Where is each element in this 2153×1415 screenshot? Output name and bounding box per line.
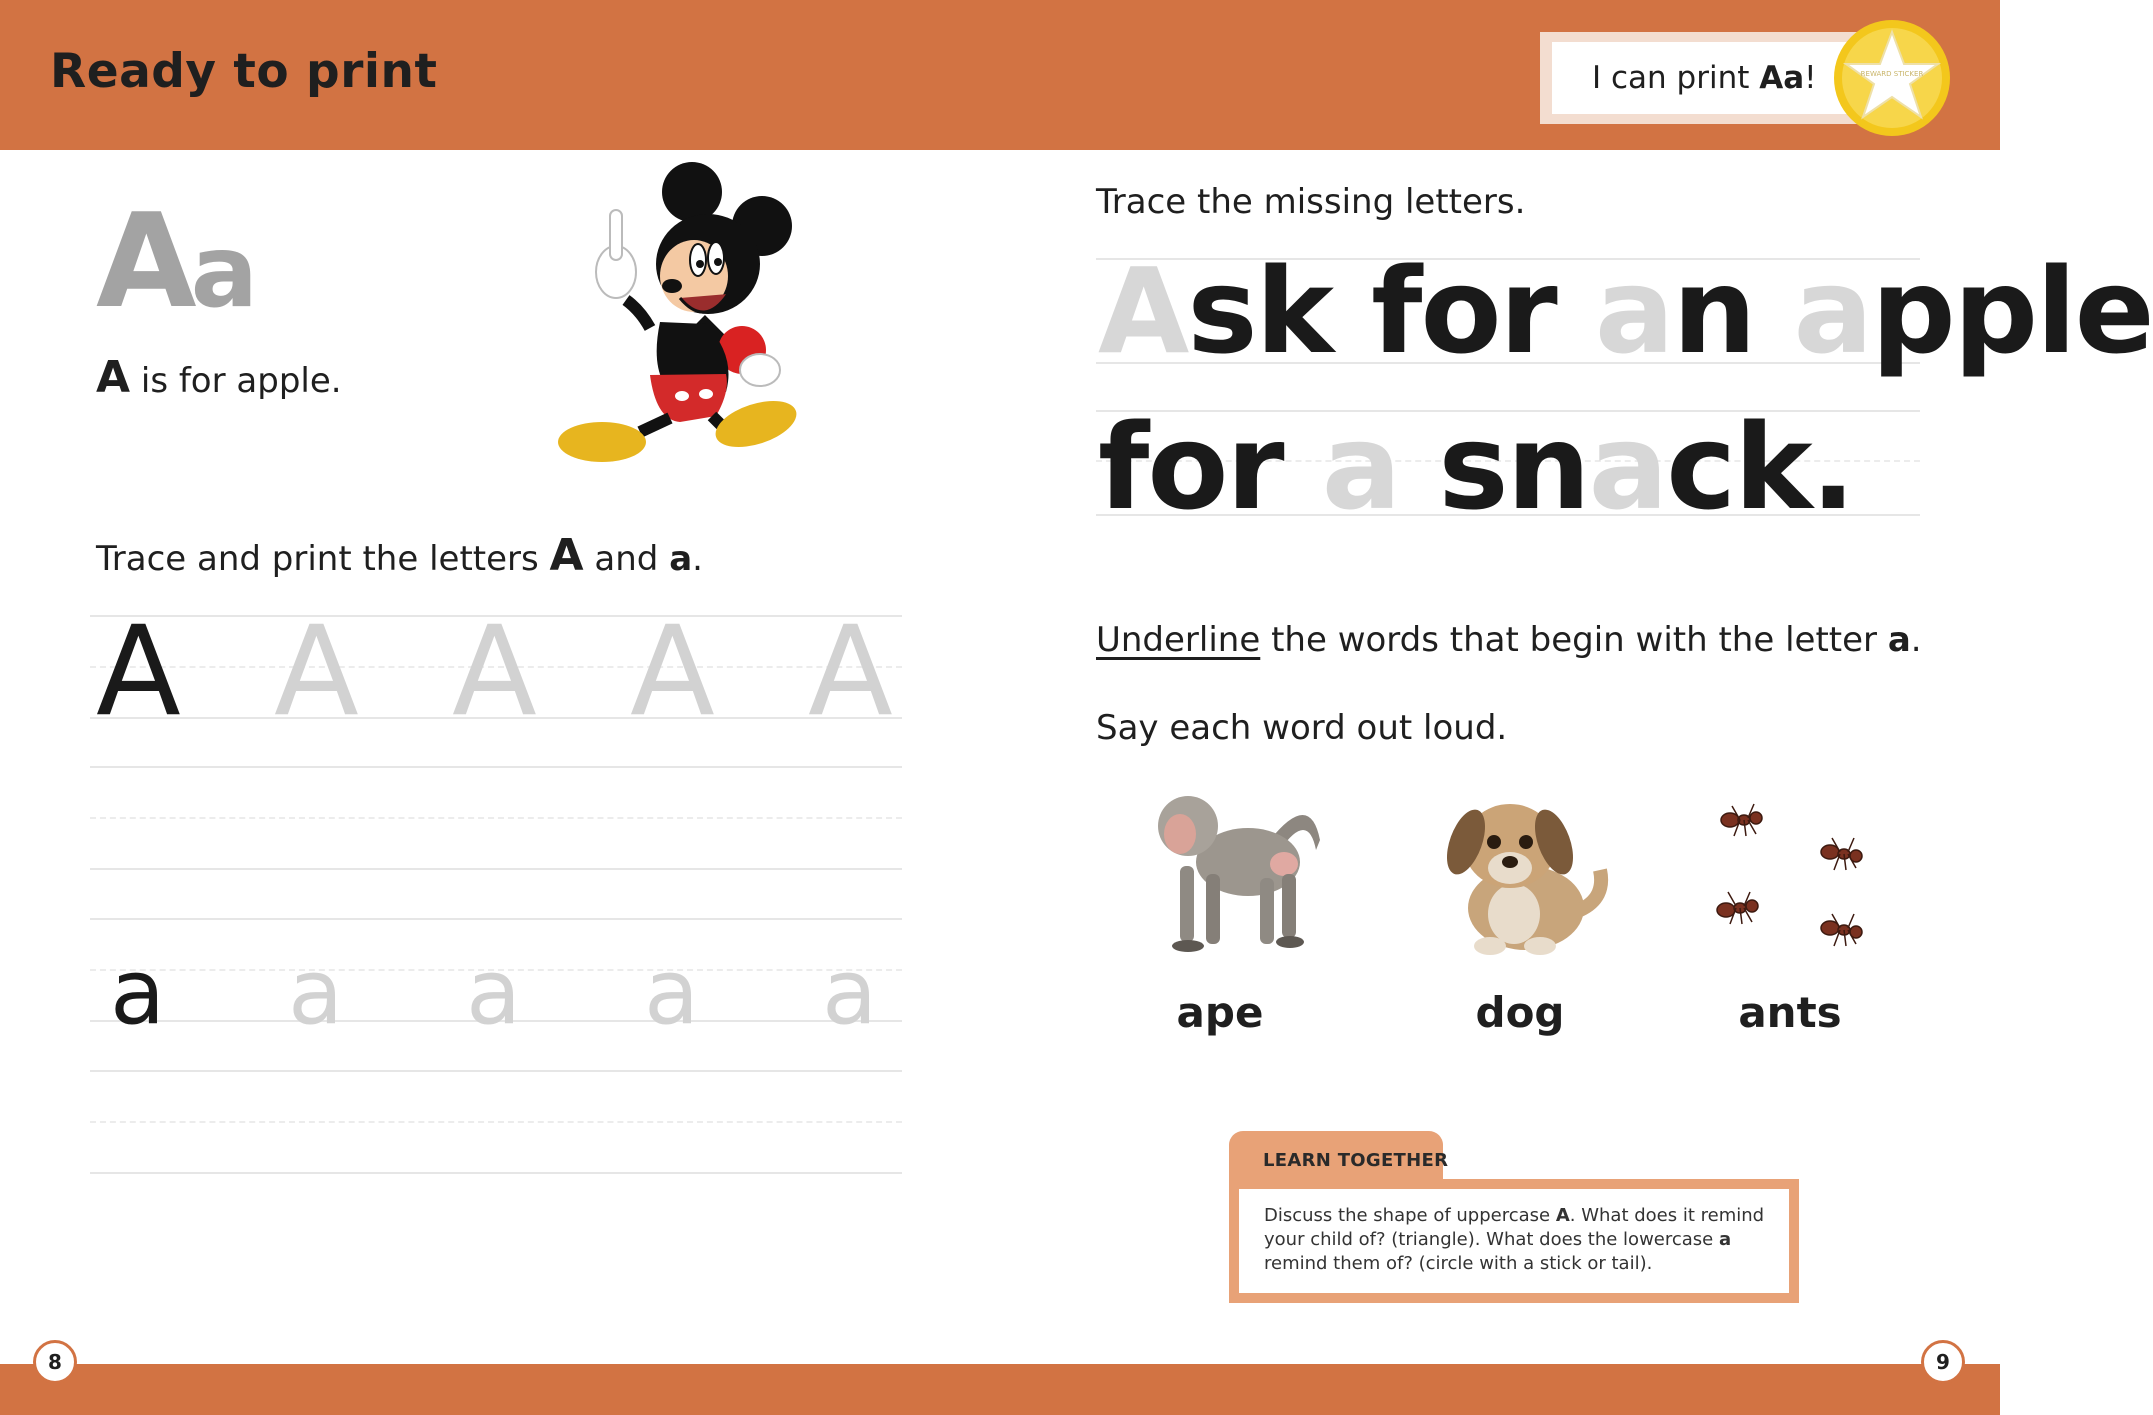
underline-word: Underline bbox=[1096, 620, 1261, 660]
underline-instruction bbox=[1096, 620, 1922, 660]
sticker-letters: Aa bbox=[1759, 60, 1805, 96]
say-aloud-instruction: Say each word out loud. bbox=[1096, 708, 1508, 748]
missing-letter[interactable]: a bbox=[1321, 398, 1400, 536]
uppercase-trace-letter[interactable]: A bbox=[274, 600, 359, 744]
badge-text: REWARD STICKER bbox=[1860, 70, 1924, 78]
rule-line bbox=[90, 868, 902, 870]
missing-letter[interactable]: a bbox=[1594, 242, 1673, 380]
underline-rest: the words that begin with the letter bbox=[1260, 620, 1888, 660]
sticker-suffix: ! bbox=[1804, 60, 1817, 96]
sentence-text: sk for bbox=[1187, 242, 1595, 380]
rule-line bbox=[90, 918, 902, 920]
featured-lowercase: a bbox=[190, 213, 253, 330]
apple-letter: A bbox=[96, 352, 131, 403]
lowercase-trace-letter[interactable]: a bbox=[288, 940, 344, 1045]
underline-end: . bbox=[1910, 620, 1922, 660]
trace-sentence-2 bbox=[1098, 398, 1854, 536]
learn-together-text bbox=[1264, 1204, 1774, 1276]
sentence-text: ck. bbox=[1666, 398, 1854, 536]
missing-letter[interactable]: a bbox=[1588, 398, 1667, 536]
underline-letter: a bbox=[1887, 620, 1911, 660]
lowercase-trace-letter[interactable]: a bbox=[110, 940, 166, 1045]
sentence-text: n bbox=[1672, 242, 1794, 380]
trace-instruction-start: Trace and print the letters bbox=[96, 539, 550, 579]
featured-uppercase: A bbox=[96, 185, 191, 337]
a-is-for-apple bbox=[96, 352, 342, 403]
learn-text-1: Discuss the shape of uppercase bbox=[1264, 1205, 1556, 1226]
sentence-text: sn bbox=[1399, 398, 1589, 536]
trace-upper-letter: A bbox=[549, 530, 584, 581]
trace-lower-letter: a bbox=[669, 539, 693, 579]
rule-line bbox=[90, 817, 902, 819]
uppercase-trace-letter[interactable]: A bbox=[452, 600, 537, 744]
learn-text-3: remind them of? (circle with a stick or tail). bbox=[1264, 1253, 1653, 1274]
rule-line bbox=[90, 1121, 902, 1123]
sticker-text bbox=[1592, 60, 1817, 96]
missing-letter[interactable]: A bbox=[1098, 242, 1188, 380]
apple-text: is for apple. bbox=[130, 361, 342, 401]
missing-letters-instruction: Trace the missing letters. bbox=[1096, 182, 1526, 222]
word-ape[interactable]: ape bbox=[1176, 988, 1264, 1037]
trace-end: . bbox=[692, 539, 703, 579]
rule-line bbox=[90, 1172, 902, 1174]
page-title: Ready to print bbox=[50, 44, 438, 99]
uppercase-trace-letter[interactable]: A bbox=[808, 600, 893, 744]
rule-line bbox=[90, 1070, 902, 1072]
learn-together-label: LEARN TOGETHER bbox=[1263, 1150, 1449, 1171]
trace-and: and bbox=[583, 539, 670, 579]
lowercase-trace-letter[interactable]: a bbox=[644, 940, 700, 1045]
learn-text-2: . What does it remind your child of? (triangle). What does the lowercase bbox=[1264, 1205, 1765, 1250]
dog-illustration bbox=[1430, 780, 1610, 960]
footer-bar bbox=[0, 1364, 2000, 1415]
sticker-prefix: I can print bbox=[1592, 60, 1760, 96]
sentence-text: pple bbox=[1871, 242, 2153, 380]
reward-star-icon bbox=[1832, 18, 1952, 138]
rule-line bbox=[90, 766, 902, 768]
missing-letter[interactable]: a bbox=[1793, 242, 1872, 380]
mickey-mouse-illustration bbox=[530, 160, 800, 470]
learn-bold-2: a bbox=[1718, 1229, 1732, 1250]
page-number-right: 9 bbox=[1921, 1340, 1965, 1384]
page-number-left: 8 bbox=[33, 1340, 77, 1384]
lowercase-trace-letter[interactable]: a bbox=[466, 940, 522, 1045]
word-dog[interactable]: dog bbox=[1475, 988, 1565, 1037]
featured-letter-pair bbox=[96, 185, 253, 337]
ape-illustration bbox=[1140, 770, 1330, 960]
uppercase-trace-letter[interactable]: A bbox=[96, 600, 181, 744]
word-ants[interactable]: ants bbox=[1738, 988, 1842, 1037]
trace-instruction bbox=[96, 530, 703, 581]
sentence-text: for bbox=[1098, 398, 1322, 536]
trace-sentence-1 bbox=[1098, 242, 2153, 380]
learn-bold-1: A bbox=[1555, 1205, 1570, 1226]
uppercase-trace-letter[interactable]: A bbox=[630, 600, 715, 744]
lowercase-trace-letter[interactable]: a bbox=[822, 940, 878, 1045]
ants-illustration bbox=[1690, 790, 1890, 970]
